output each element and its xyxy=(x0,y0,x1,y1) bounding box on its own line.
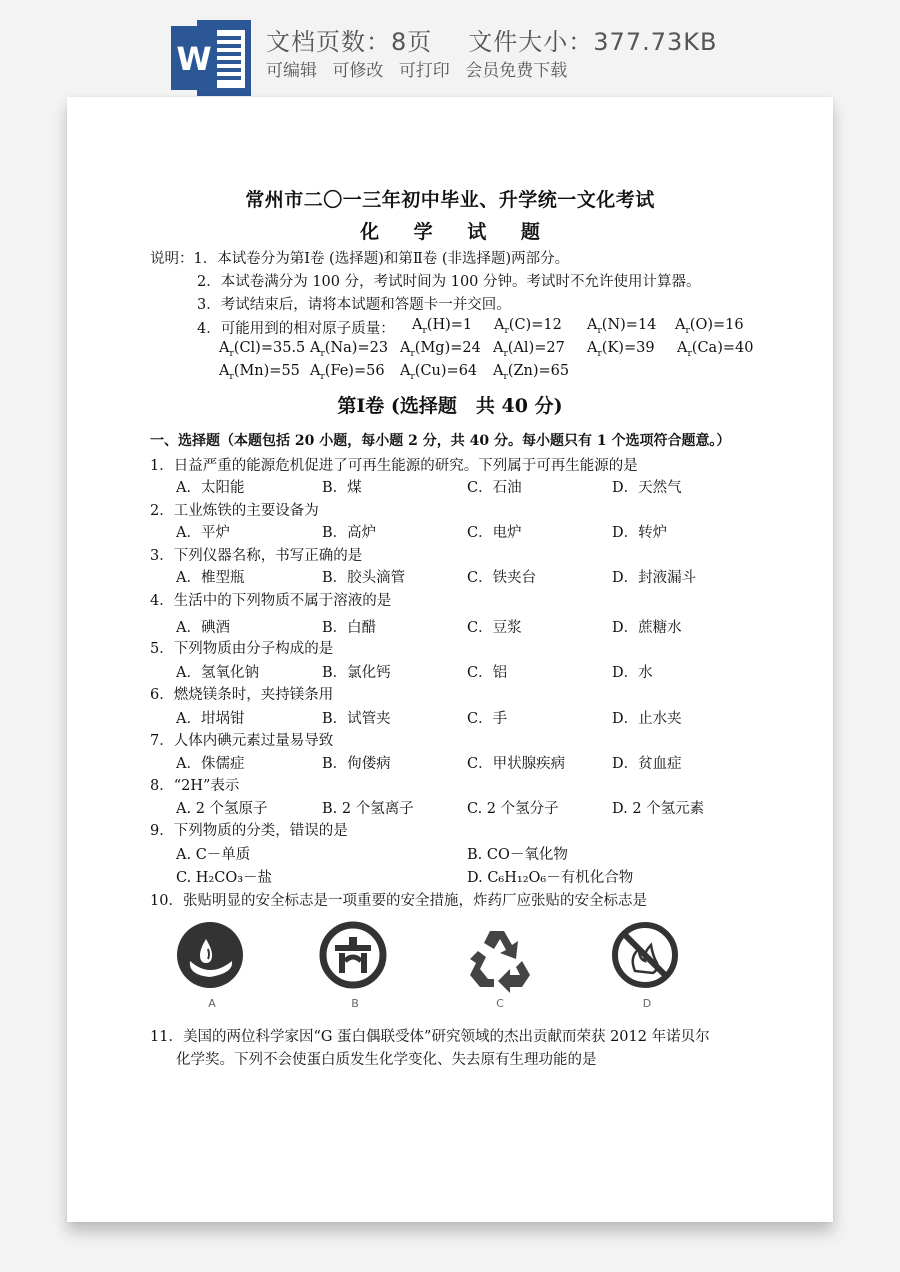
sign-b-label: B xyxy=(351,997,359,1010)
question-9-option-c[interactable]: C. H₂CO₃－盐 xyxy=(176,870,273,886)
doc-info-title xyxy=(266,22,717,57)
atomic-mass-cl: $A_r(Cl)=35.5$ xyxy=(219,340,306,359)
question-6-option-c[interactable]: C．手 xyxy=(467,711,508,727)
sign-a-label: A xyxy=(208,997,216,1010)
note-1: 说明：1．本试卷分为第Ⅰ卷 (选择题)和第Ⅱ卷 (非选择题)两部分。 xyxy=(150,251,570,267)
feature-list xyxy=(266,56,577,81)
feature-modifiable: 可修改 xyxy=(332,61,384,81)
question-5-option-b[interactable]: B．氯化钙 xyxy=(322,665,391,681)
question-11-stem-continued: 化学奖。下列不会使蛋白质发生化学变化、失去原有生理功能的是 xyxy=(176,1052,597,1068)
question-6-option-d[interactable]: D．止水夹 xyxy=(612,711,682,727)
sign-c xyxy=(460,917,540,1017)
sign-b xyxy=(315,917,395,1017)
question-3-stem: 3．下列仪器名称，书写正确的是 xyxy=(150,548,363,564)
question-7-option-b[interactable]: B．佝偻病 xyxy=(322,756,391,772)
question-7-option-a[interactable]: A．侏儒症 xyxy=(176,756,245,772)
sign-d-label: D xyxy=(642,997,652,1010)
page-count-label: 文档页数：8页 xyxy=(266,28,433,56)
exam-title: 常州市二〇一三年初中毕业、升学统一文化考试 xyxy=(245,189,655,211)
atomic-mass-c: $A_r(C)=12$ xyxy=(494,317,562,336)
note-3: 3．考试结束后，请将本试题和答题卡一并交回。 xyxy=(197,297,511,313)
atomic-mass-o: $A_r(O)=16$ xyxy=(675,317,744,336)
question-2-stem: 2．工业炼铁的主要设备为 xyxy=(150,503,319,519)
atomic-mass-al: $A_r(Al)=27$ xyxy=(493,340,565,359)
question-3-option-c[interactable]: C．铁夹台 xyxy=(467,570,537,586)
question-5-option-c[interactable]: C．铝 xyxy=(467,665,508,681)
atomic-mass-ca: $A_r(Ca)=40$ xyxy=(677,340,754,359)
question-4-option-d[interactable]: D．蔗糖水 xyxy=(612,620,682,636)
question-4-stem: 4．生活中的下列物质不属于溶液的是 xyxy=(150,593,392,609)
svg-text:W: W xyxy=(176,40,212,78)
atomic-mass-fe: $A_r(Fe)=56$ xyxy=(310,363,385,382)
question-2-option-d[interactable]: D．转炉 xyxy=(612,525,668,541)
question-8-option-c[interactable]: C. 2 个氢分子 xyxy=(467,801,559,817)
question-9-option-a[interactable]: A. C－单质 xyxy=(176,847,251,863)
atomic-mass-n: $A_r(N)=14$ xyxy=(587,317,657,336)
question-9-option-b[interactable]: B. CO－氧化物 xyxy=(467,847,568,863)
atomic-mass-k: $A_r(K)=39$ xyxy=(587,340,655,359)
question-1-option-a[interactable]: A．太阳能 xyxy=(176,480,245,496)
note-4: 4．可能用到的相对原子质量： xyxy=(197,321,395,337)
question-7-option-c[interactable]: C．甲状腺疾病 xyxy=(467,756,566,772)
question-7-stem: 7．人体内碘元素过量易导致 xyxy=(150,733,334,749)
building-sign-icon xyxy=(315,917,395,997)
question-5-stem: 5．下列物质由分子构成的是 xyxy=(150,641,334,657)
question-1-option-b[interactable]: B．煤 xyxy=(322,480,362,496)
safety-signs xyxy=(172,917,712,1017)
note-2: 2．本试卷满分为 100 分，考试时间为 100 分钟。考试时不允许使用计算器。 xyxy=(197,274,701,290)
atomic-mass-na: $A_r(Na)=23$ xyxy=(310,340,389,359)
atomic-mass-h: $A_r(H)=1$ xyxy=(412,317,473,336)
recycle-sign-icon xyxy=(460,917,540,997)
question-3-option-a[interactable]: A．椎型瓶 xyxy=(176,570,245,586)
question-8-option-b[interactable]: B. 2 个氢离子 xyxy=(322,801,414,817)
question-6-option-a[interactable]: A．坩埚钳 xyxy=(176,711,245,727)
exam-subject: 化 学 试 题 xyxy=(360,221,554,243)
question-4-option-a[interactable]: A．碘酒 xyxy=(176,620,230,636)
atomic-mass-zn: $A_r(Zn)=65$ xyxy=(493,363,570,382)
question-1-option-c[interactable]: C．石油 xyxy=(467,480,522,496)
question-2-option-a[interactable]: A．平炉 xyxy=(176,525,230,541)
question-9-stem: 9．下列物质的分类，错误的是 xyxy=(150,823,348,839)
question-11-stem: 11．美国的两位科学家因“G 蛋白偶联受体”研究领域的杰出贡献而荣获 2012 年诺贝尔 xyxy=(150,1029,710,1045)
sign-a xyxy=(172,917,252,1017)
atomic-mass-mn: $A_r(Mn)=55$ xyxy=(219,363,300,382)
question-2-option-b[interactable]: B．高炉 xyxy=(322,525,377,541)
question-8-option-d[interactable]: D. 2 个氢元素 xyxy=(612,801,705,817)
sign-c-label: C xyxy=(496,997,504,1010)
document-page xyxy=(67,97,833,1222)
question-5-option-d[interactable]: D．水 xyxy=(612,665,653,681)
question-5-option-a[interactable]: A．氢氧化钠 xyxy=(176,665,259,681)
question-4-option-b[interactable]: B．白醋 xyxy=(322,620,377,636)
word-document-icon xyxy=(171,20,251,96)
question-2-option-c[interactable]: C．电炉 xyxy=(467,525,522,541)
feature-editable: 可编辑 xyxy=(266,61,317,81)
question-10-stem: 10．张贴明显的安全标志是一项重要的安全措施，炸药厂应张贴的安全标志是 xyxy=(150,893,647,909)
question-4-option-c[interactable]: C．豆浆 xyxy=(467,620,522,636)
question-1-option-d[interactable]: D．天然气 xyxy=(612,480,682,496)
question-6-option-b[interactable]: B．试管夹 xyxy=(322,711,391,727)
feature-printable: 可打印 xyxy=(398,61,450,81)
download-header xyxy=(0,0,900,100)
question-3-option-b[interactable]: B．胶头滴管 xyxy=(322,570,406,586)
water-drop-sign-icon xyxy=(172,917,252,997)
part-one-title: 第Ⅰ卷 (选择题 共 40 分) xyxy=(337,395,563,417)
question-8-stem: 8．“2H”表示 xyxy=(150,778,240,794)
file-size-label: 文件大小：377.73KB xyxy=(468,28,718,56)
question-6-stem: 6．燃烧镁条时，夹持镁条用 xyxy=(150,687,334,703)
sign-d xyxy=(607,917,687,1017)
question-3-option-d[interactable]: D．封液漏斗 xyxy=(612,570,697,586)
atomic-mass-cu: $A_r(Cu)=64$ xyxy=(400,363,478,382)
question-8-option-a[interactable]: A. 2 个氢原子 xyxy=(176,801,268,817)
no-fire-sign-icon xyxy=(607,917,687,997)
question-1-stem: 1．日益严重的能源危机促进了可再生能源的研究。下列属于可再生能源的是 xyxy=(150,458,638,474)
question-9-option-d[interactable]: D. C₆H₁₂O₆－有机化合物 xyxy=(467,870,634,886)
feature-member-download: 会员免费下载 xyxy=(465,61,568,81)
atomic-mass-mg: $A_r(Mg)=24$ xyxy=(400,340,481,359)
question-7-option-d[interactable]: D．贫血症 xyxy=(612,756,682,772)
section-title: 一、选择题（本题包括 20 小题，每小题 2 分，共 40 分。每小题只有 1 个选项符合题意。） xyxy=(150,433,731,449)
